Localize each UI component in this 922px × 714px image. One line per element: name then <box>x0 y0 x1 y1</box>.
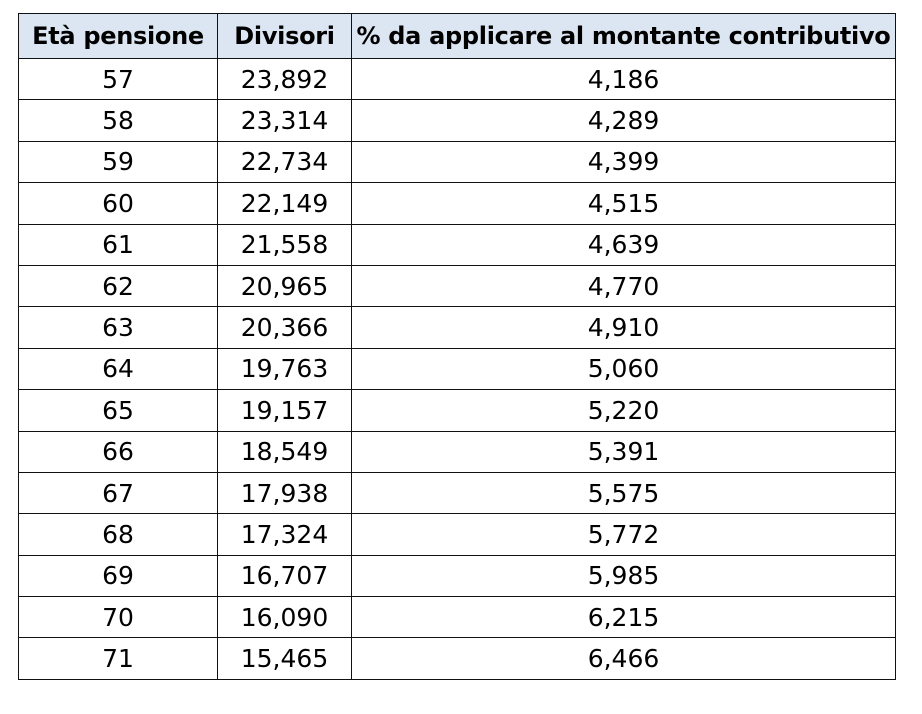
table-row <box>19 183 896 224</box>
table-row <box>19 141 896 182</box>
cell-percentage: 4,770 <box>352 265 896 306</box>
cell-divisor: 20,965 <box>218 265 352 306</box>
cell-divisor: 23,892 <box>218 59 352 100</box>
table-row <box>19 348 896 389</box>
cell-age: 63 <box>19 307 218 348</box>
cell-percentage: 5,985 <box>352 555 896 596</box>
cell-percentage: 4,289 <box>352 100 896 141</box>
cell-divisor: 21,558 <box>218 224 352 265</box>
cell-percentage: 5,575 <box>352 472 896 513</box>
cell-percentage: 5,060 <box>352 348 896 389</box>
cell-percentage: 5,220 <box>352 390 896 431</box>
cell-divisor: 22,149 <box>218 183 352 224</box>
cell-percentage: 4,639 <box>352 224 896 265</box>
cell-divisor: 16,707 <box>218 555 352 596</box>
table-row <box>19 59 896 100</box>
cell-divisor: 19,763 <box>218 348 352 389</box>
cell-age: 64 <box>19 348 218 389</box>
cell-divisor: 16,090 <box>218 597 352 638</box>
cell-age: 62 <box>19 265 218 306</box>
cell-divisor: 18,549 <box>218 431 352 472</box>
table-row <box>19 638 896 679</box>
table-row <box>19 100 896 141</box>
cell-percentage: 6,215 <box>352 597 896 638</box>
cell-age: 69 <box>19 555 218 596</box>
table-header <box>19 14 896 59</box>
cell-divisor: 17,938 <box>218 472 352 513</box>
cell-divisor: 23,314 <box>218 100 352 141</box>
table-row <box>19 597 896 638</box>
cell-age: 67 <box>19 472 218 513</box>
cell-divisor: 15,465 <box>218 638 352 679</box>
cell-percentage: 4,399 <box>352 141 896 182</box>
cell-percentage: 4,515 <box>352 183 896 224</box>
cell-divisor: 22,734 <box>218 141 352 182</box>
cell-divisor: 19,157 <box>218 390 352 431</box>
table-row <box>19 224 896 265</box>
cell-age: 68 <box>19 514 218 555</box>
cell-age: 61 <box>19 224 218 265</box>
header-percentage: % da applicare al montante contributivo <box>352 14 896 59</box>
table-row <box>19 555 896 596</box>
table-row <box>19 390 896 431</box>
table-row <box>19 472 896 513</box>
table-row <box>19 514 896 555</box>
cell-age: 58 <box>19 100 218 141</box>
cell-age: 57 <box>19 59 218 100</box>
header-row <box>19 14 896 59</box>
table-row <box>19 431 896 472</box>
cell-divisor: 20,366 <box>218 307 352 348</box>
cell-age: 71 <box>19 638 218 679</box>
cell-divisor: 17,324 <box>218 514 352 555</box>
table-body <box>19 59 896 680</box>
cell-percentage: 5,391 <box>352 431 896 472</box>
coefficient-table-container <box>18 13 896 680</box>
cell-percentage: 4,910 <box>352 307 896 348</box>
cell-percentage: 4,186 <box>352 59 896 100</box>
cell-age: 70 <box>19 597 218 638</box>
cell-age: 66 <box>19 431 218 472</box>
cell-age: 60 <box>19 183 218 224</box>
table-row <box>19 307 896 348</box>
cell-age: 65 <box>19 390 218 431</box>
table-row <box>19 265 896 306</box>
cell-percentage: 5,772 <box>352 514 896 555</box>
header-retirement-age: Età pensione <box>19 14 218 59</box>
cell-percentage: 6,466 <box>352 638 896 679</box>
cell-age: 59 <box>19 141 218 182</box>
coefficient-table <box>18 13 896 680</box>
header-divisors: Divisori <box>218 14 352 59</box>
